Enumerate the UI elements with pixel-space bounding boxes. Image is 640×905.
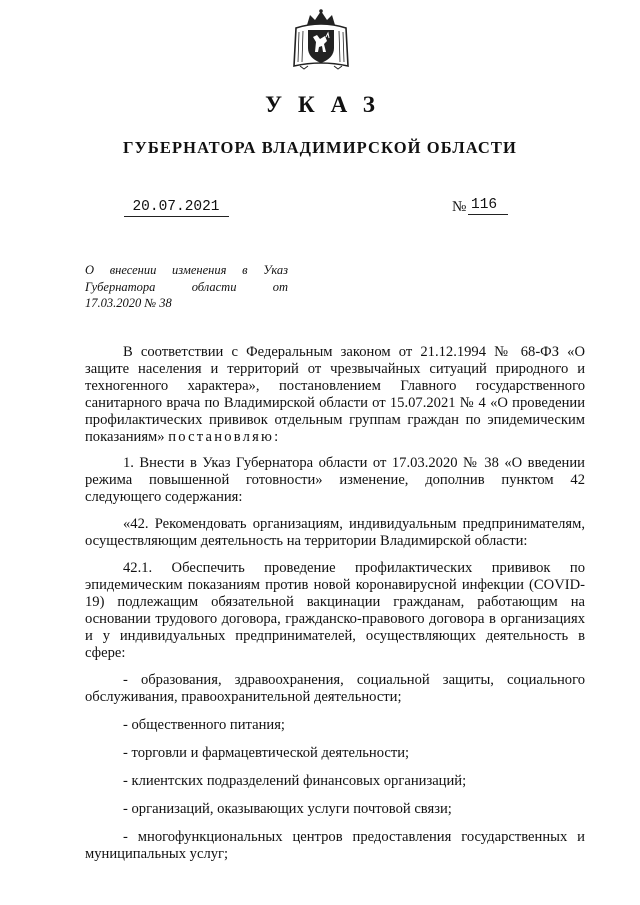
date-underline <box>124 216 229 217</box>
paragraph-1: 1. Внести в Указ Губернатора области от 17.03.2020 № 38 «О введении режима повышенной готовности» изменение, дополнив пунктом 42 следующего содержания: <box>85 455 585 506</box>
list-item: - общественного питания; <box>123 717 285 734</box>
paragraph-42: «42. Рекомендовать организациям, индивидуальным предпринимателям, осуществляющим деятельность на территории Владимирской области: <box>85 516 585 550</box>
decree-subject <box>85 262 288 312</box>
subject-line-2: 17.03.2020 № 38 <box>85 296 172 310</box>
number-label: № <box>452 199 467 215</box>
number-underline <box>468 214 508 215</box>
decree-number: 116 <box>471 197 498 213</box>
list-item: - образования, здравоохранения, социальной защиты, социального обслуживания, правоохранительной деятельности; <box>85 672 585 706</box>
decree-date: 20.07.2021 <box>132 199 220 215</box>
issuer-title: ГУБЕРНАТОРА ВЛАДИМИРСКОЙ ОБЛАСТИ <box>123 138 517 157</box>
list-item: - клиентских подразделений финансовых организаций; <box>123 773 467 790</box>
preamble-verb: постановляю: <box>168 428 281 445</box>
paragraph-42-1: 42.1. Обеспечить проведение профилактических прививок по эпидемическим показаниям против новой коронавирусной инфекции (COVID-19) подлежащим обязательной вакцинации гражданам, работающим на основании трудового договора, гражданско-правового договора в организациях и у индивидуальных предпринимателей, осуществляющих деятельность в сфере: <box>85 559 585 661</box>
list-item: - многофункциональных центров предоставления государственных и муниципальных услуг; <box>85 828 585 862</box>
subject-line-1: О внесении изменения в Указ Губернатора области от <box>85 263 288 294</box>
list-item: - торговли и фармацевтической деятельности; <box>123 745 410 762</box>
preamble-paragraph <box>85 344 585 445</box>
coat-of-arms-icon <box>290 8 352 70</box>
list-item: - организаций, оказывающих услуги почтовой связи; <box>123 800 452 817</box>
decree-body <box>85 344 585 863</box>
document-type-title: УКАЗ <box>265 92 391 117</box>
preamble-text: В соответствии с Федеральным законом от 21.12.1994 № 68-ФЗ «О защите населения и территорий от чрезвычайных ситуаций природного и техногенного характера», постановлением Главного государственного санитарного врача по Владимирской области от 15.07.2021 № 4 «О проведении профилактических прививок отдельным группам граждан по эпидемическим показаниям» <box>85 344 585 445</box>
